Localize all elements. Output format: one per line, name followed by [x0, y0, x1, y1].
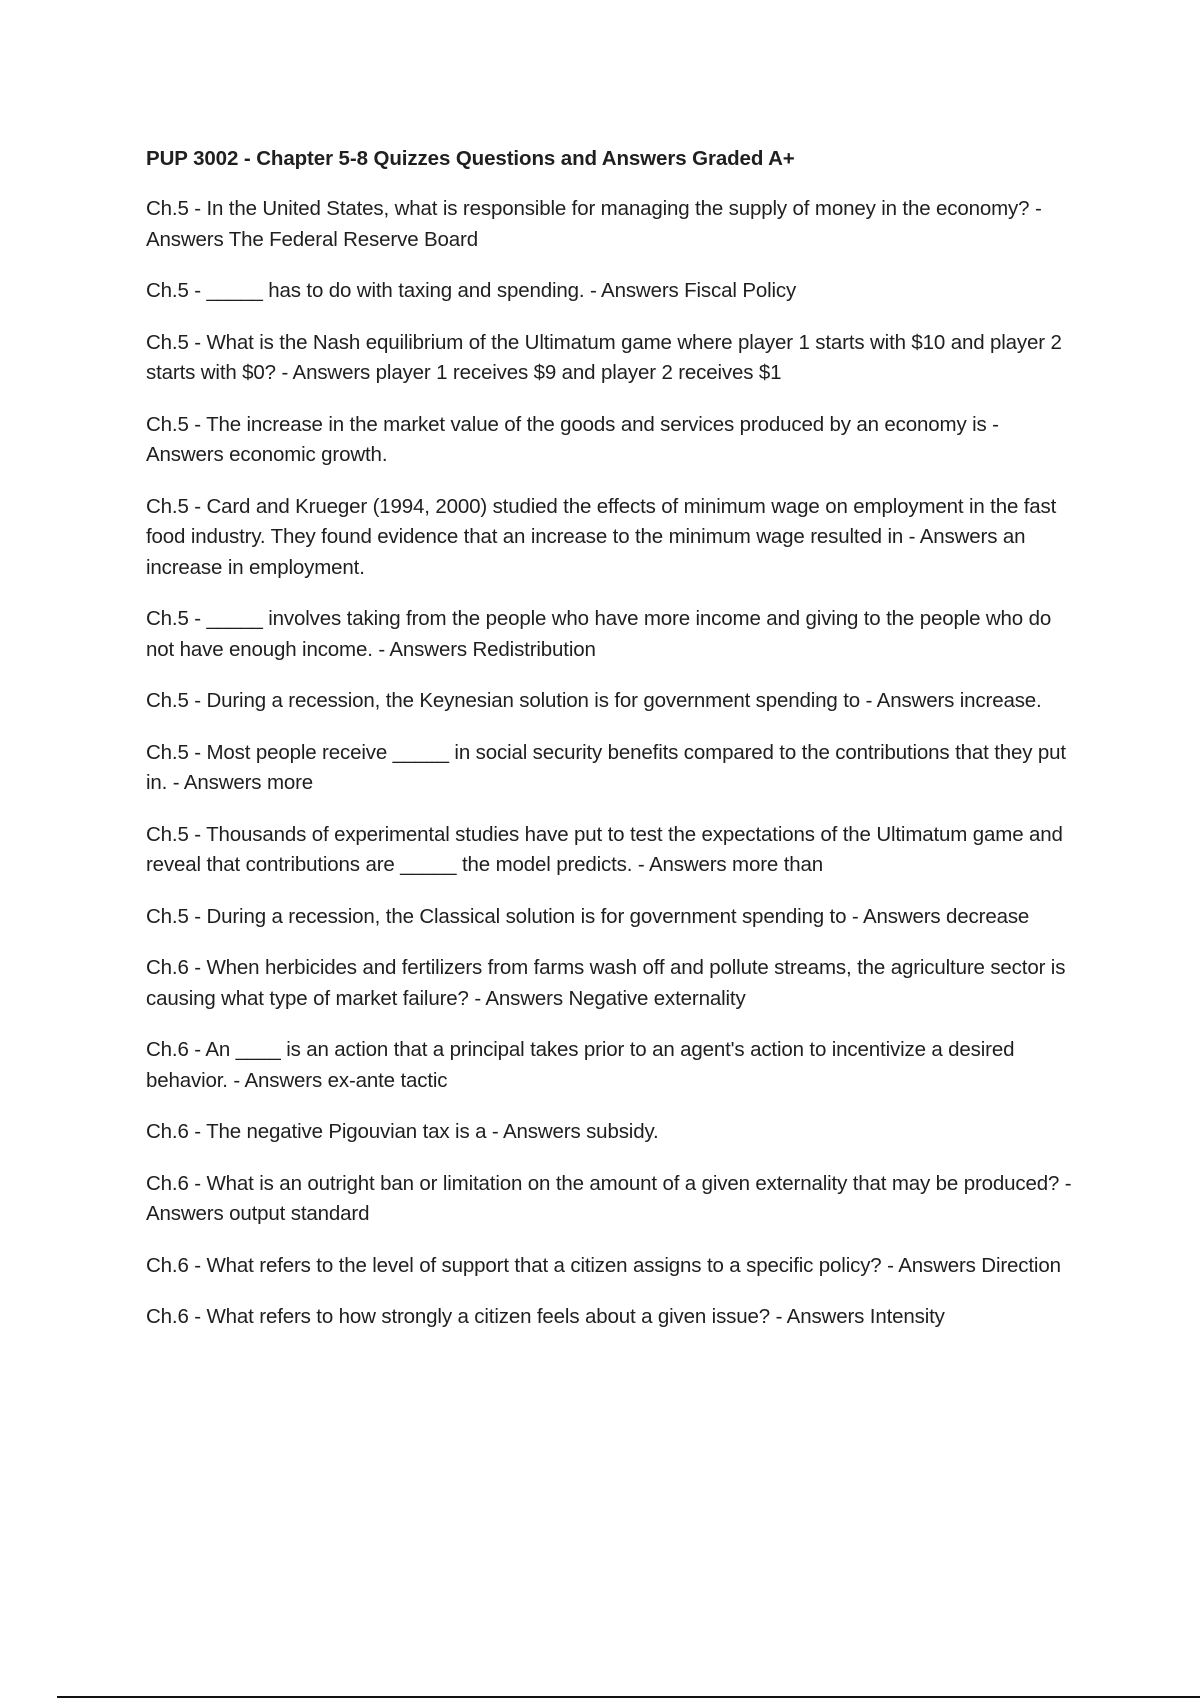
qa-item: Ch.5 - _____ has to do with taxing and spending. - Answers Fiscal Policy [146, 279, 797, 302]
qa-item: Ch.5 - The increase in the market value of the goods and services produced by an economy is - Answers economic growth. [146, 412, 999, 466]
qa-item: Ch.5 - Card and Krueger (1994, 2000) studied the effects of minimum wage on employment in the fast food industry. They found evidence that an increase to the minimum wage resulted in - Answers an increase in employment. [146, 494, 1057, 579]
document-title: PUP 3002 - Chapter 5-8 Quizzes Questions and Answers Graded A+ [146, 147, 795, 170]
qa-item: Ch.5 - In the United States, what is responsible for managing the supply of money in the economy? - Answers The Federal Reserve Board [146, 197, 1042, 251]
footer-divider [57, 1696, 1200, 1698]
qa-item: Ch.6 - What refers to the level of support that a citizen assigns to a specific policy? - Answers Direction [146, 1253, 1061, 1277]
qa-item: Ch.5 - During a recession, the Keynesian solution is for government spending to - Answers increase. [146, 689, 1042, 712]
qa-item: Ch.5 - _____ involves taking from the people who have more income and giving to the people who do not have enough income. - Answers Redistribution [146, 607, 1052, 661]
qa-item: Ch.6 - The negative Pigouvian tax is a - Answers subsidy. [146, 1120, 659, 1143]
qa-item: Ch.6 - What refers to how strongly a citizen feels about a given issue? - Answers Intensity [146, 1305, 945, 1328]
qa-item: Ch.5 - Most people receive _____ in social security benefits compared to the contributions that they put in. - Answers more [146, 740, 1066, 794]
qa-item: Ch.5 - What is the Nash equilibrium of the Ultimatum game where player 1 starts with $10 and player 2 starts with $0? - Answers player 1 receives $9 and player 2 receives $1 [146, 330, 1062, 384]
qa-item: Ch.6 - What is an outright ban or limitation on the amount of a given externality that may be produced? - Answers output standard [146, 1171, 1072, 1225]
qa-item: Ch.5 - Thousands of experimental studies have put to test the expectations of the Ultimatum game and reveal that contributions are _____ the model predicts. - Answers more than [146, 822, 1063, 876]
qa-item: Ch.5 - During a recession, the Classical solution is for government spending to - Answers decrease [146, 904, 1030, 928]
document-body [146, 143, 1076, 1354]
qa-item: Ch.6 - An ____ is an action that a principal takes prior to an agent's action to incentivize a desired behavior. - Answers ex-ante tactic [146, 1038, 1015, 1092]
qa-item: Ch.6 - When herbicides and fertilizers from farms wash off and pollute streams, the agriculture sector is causing what type of market failure? - Answers Negative externality [146, 956, 1066, 1010]
